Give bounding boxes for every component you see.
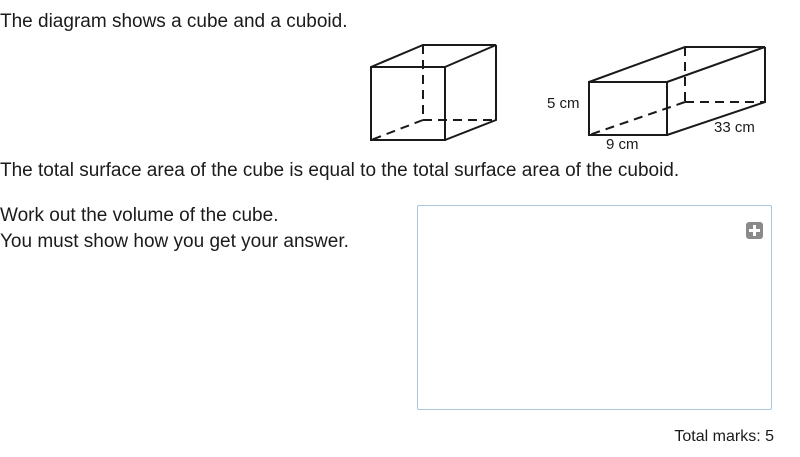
cuboid-width-label: 9 cm <box>606 136 639 153</box>
cube-cuboid-diagram <box>0 0 800 160</box>
question-statement: The total surface area of the cube is equal to the total surface area of the cuboid. <box>0 160 680 181</box>
question-instruction-2: You must show how you get your answer. <box>0 231 349 252</box>
plus-icon[interactable] <box>746 222 763 239</box>
question-instruction-1: Work out the volume of the cube. <box>0 205 279 226</box>
total-marks: Total marks: 5 <box>674 428 774 445</box>
answer-input-box[interactable] <box>417 205 772 410</box>
question-intro: The diagram shows a cube and a cuboid. <box>0 11 348 32</box>
cube-drawing <box>371 45 496 140</box>
cuboid-height-label: 5 cm <box>547 95 580 112</box>
cuboid-depth-label: 33 cm <box>714 119 755 136</box>
